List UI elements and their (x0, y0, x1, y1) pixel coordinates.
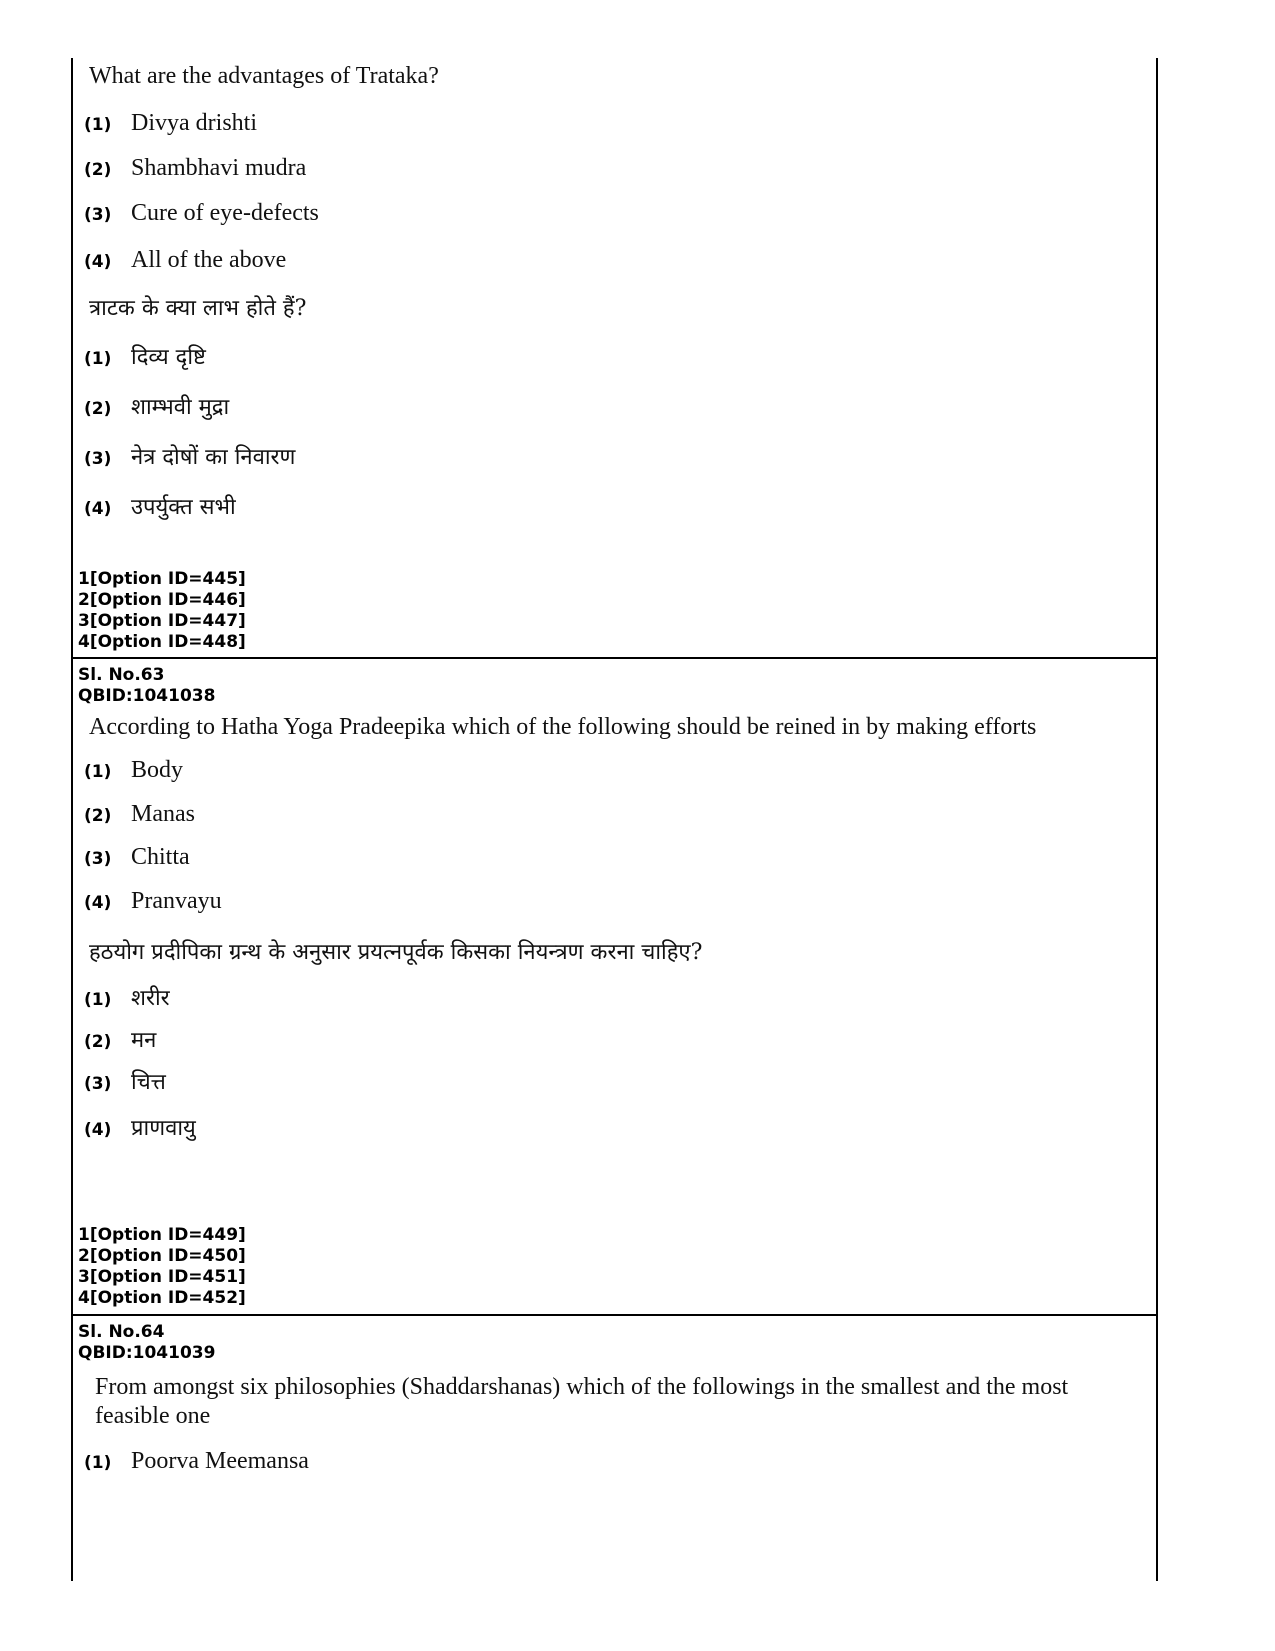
option-number: (4) (84, 499, 112, 519)
question-62-text-hi: त्राटक के क्या लाभ होते हैं? (89, 296, 307, 321)
option-number: (3) (84, 449, 112, 469)
question-64-header (73, 1316, 1156, 1364)
option-number: (2) (84, 806, 112, 826)
option-number: (1) (84, 762, 112, 782)
option-text: चित्त (131, 1070, 166, 1095)
option-text: प्राणवायु (131, 1116, 196, 1141)
option-text: शाम्भवी मुद्रा (131, 395, 230, 420)
option-text: Poorva Meemansa (131, 1448, 309, 1474)
q63-option-hi-2 (73, 1024, 1156, 1054)
option-number: (4) (84, 1120, 112, 1140)
q64-option-en-1 (73, 1448, 1156, 1475)
q62-option-en-3 (73, 200, 1156, 227)
option-text: Manas (131, 801, 195, 827)
question-64-text-en: From amongst six philosophies (Shaddarshanas) which of the followings in the smallest and the most feasible one (95, 1374, 1069, 1429)
option-number: (1) (84, 1453, 112, 1473)
q63-option-hi-1 (73, 982, 1156, 1012)
q63-option-en-2 (73, 801, 1156, 828)
q62-option-en-2 (73, 155, 1156, 182)
q63-option-hi-3 (73, 1066, 1156, 1096)
option-text: Cure of eye-defects (131, 200, 319, 226)
option-number: (3) (84, 1074, 112, 1094)
question-63-text-hi: हठयोग प्रदीपिका ग्रन्थ के अनुसार प्रयत्नपूर्वक किसका नियन्त्रण करना चाहिए? (89, 940, 703, 965)
question-frame (71, 58, 1158, 1581)
option-text: Pranvayu (131, 888, 222, 914)
q63-option-hi-4 (73, 1112, 1156, 1142)
option-number: (1) (84, 349, 112, 369)
option-id: 1[Option ID=449] (78, 1225, 246, 1245)
option-id: 4[Option ID=452] (78, 1288, 246, 1308)
qbid: QBID:1041038 (78, 686, 216, 706)
option-id: 1[Option ID=445] (78, 569, 246, 589)
option-number: (2) (84, 399, 112, 419)
option-text: Body (131, 757, 184, 783)
qbid: QBID:1041039 (78, 1343, 216, 1363)
q62-option-ids (73, 569, 246, 653)
option-id: 3[Option ID=451] (78, 1267, 246, 1287)
option-id: 3[Option ID=447] (78, 611, 246, 631)
option-number: (2) (84, 1032, 112, 1052)
q62-option-en-1 (73, 110, 1156, 137)
question-63-header (73, 659, 1156, 707)
option-number: (4) (84, 893, 112, 913)
q63-option-ids (73, 1225, 246, 1309)
q62-option-hi-3 (73, 441, 1156, 471)
option-text: नेत्र दोषों का निवारण (131, 445, 296, 470)
serial-number: Sl. No.64 (78, 1322, 165, 1342)
q62-option-hi-4 (73, 491, 1156, 521)
option-text: All of the above (131, 247, 287, 273)
option-text: दिव्य दृष्टि (131, 345, 206, 370)
option-number: (3) (84, 205, 112, 225)
option-text: Chitta (131, 844, 190, 870)
question-63-text-en: According to Hatha Yoga Pradeepika which of the following should be reined in by making efforts (89, 714, 1037, 740)
option-id: 2[Option ID=450] (78, 1246, 246, 1266)
option-number: (4) (84, 252, 112, 272)
option-text: Shambhavi mudra (131, 155, 307, 181)
q62-option-en-4 (73, 247, 1156, 274)
q62-option-hi-2 (73, 391, 1156, 421)
question-64-block (73, 1314, 1156, 1581)
question-63-block (73, 657, 1156, 1314)
option-number: (3) (84, 849, 112, 869)
option-number: (1) (84, 990, 112, 1010)
option-text: मन (131, 1028, 157, 1053)
option-text: उपर्युक्त सभी (131, 495, 236, 520)
q63-option-en-1 (73, 757, 1156, 784)
option-text: Divya drishti (131, 110, 257, 136)
option-number: (2) (84, 160, 112, 180)
question-62-block (73, 58, 1156, 657)
option-number: (1) (84, 115, 112, 135)
q62-option-hi-1 (73, 341, 1156, 371)
q63-option-en-4 (73, 888, 1156, 915)
question-62-text-en: What are the advantages of Trataka? (89, 63, 439, 89)
q63-option-en-3 (73, 844, 1156, 871)
option-text: शरीर (131, 986, 170, 1011)
option-id: 2[Option ID=446] (78, 590, 246, 610)
option-id: 4[Option ID=448] (78, 632, 246, 652)
serial-number: Sl. No.63 (78, 665, 165, 685)
